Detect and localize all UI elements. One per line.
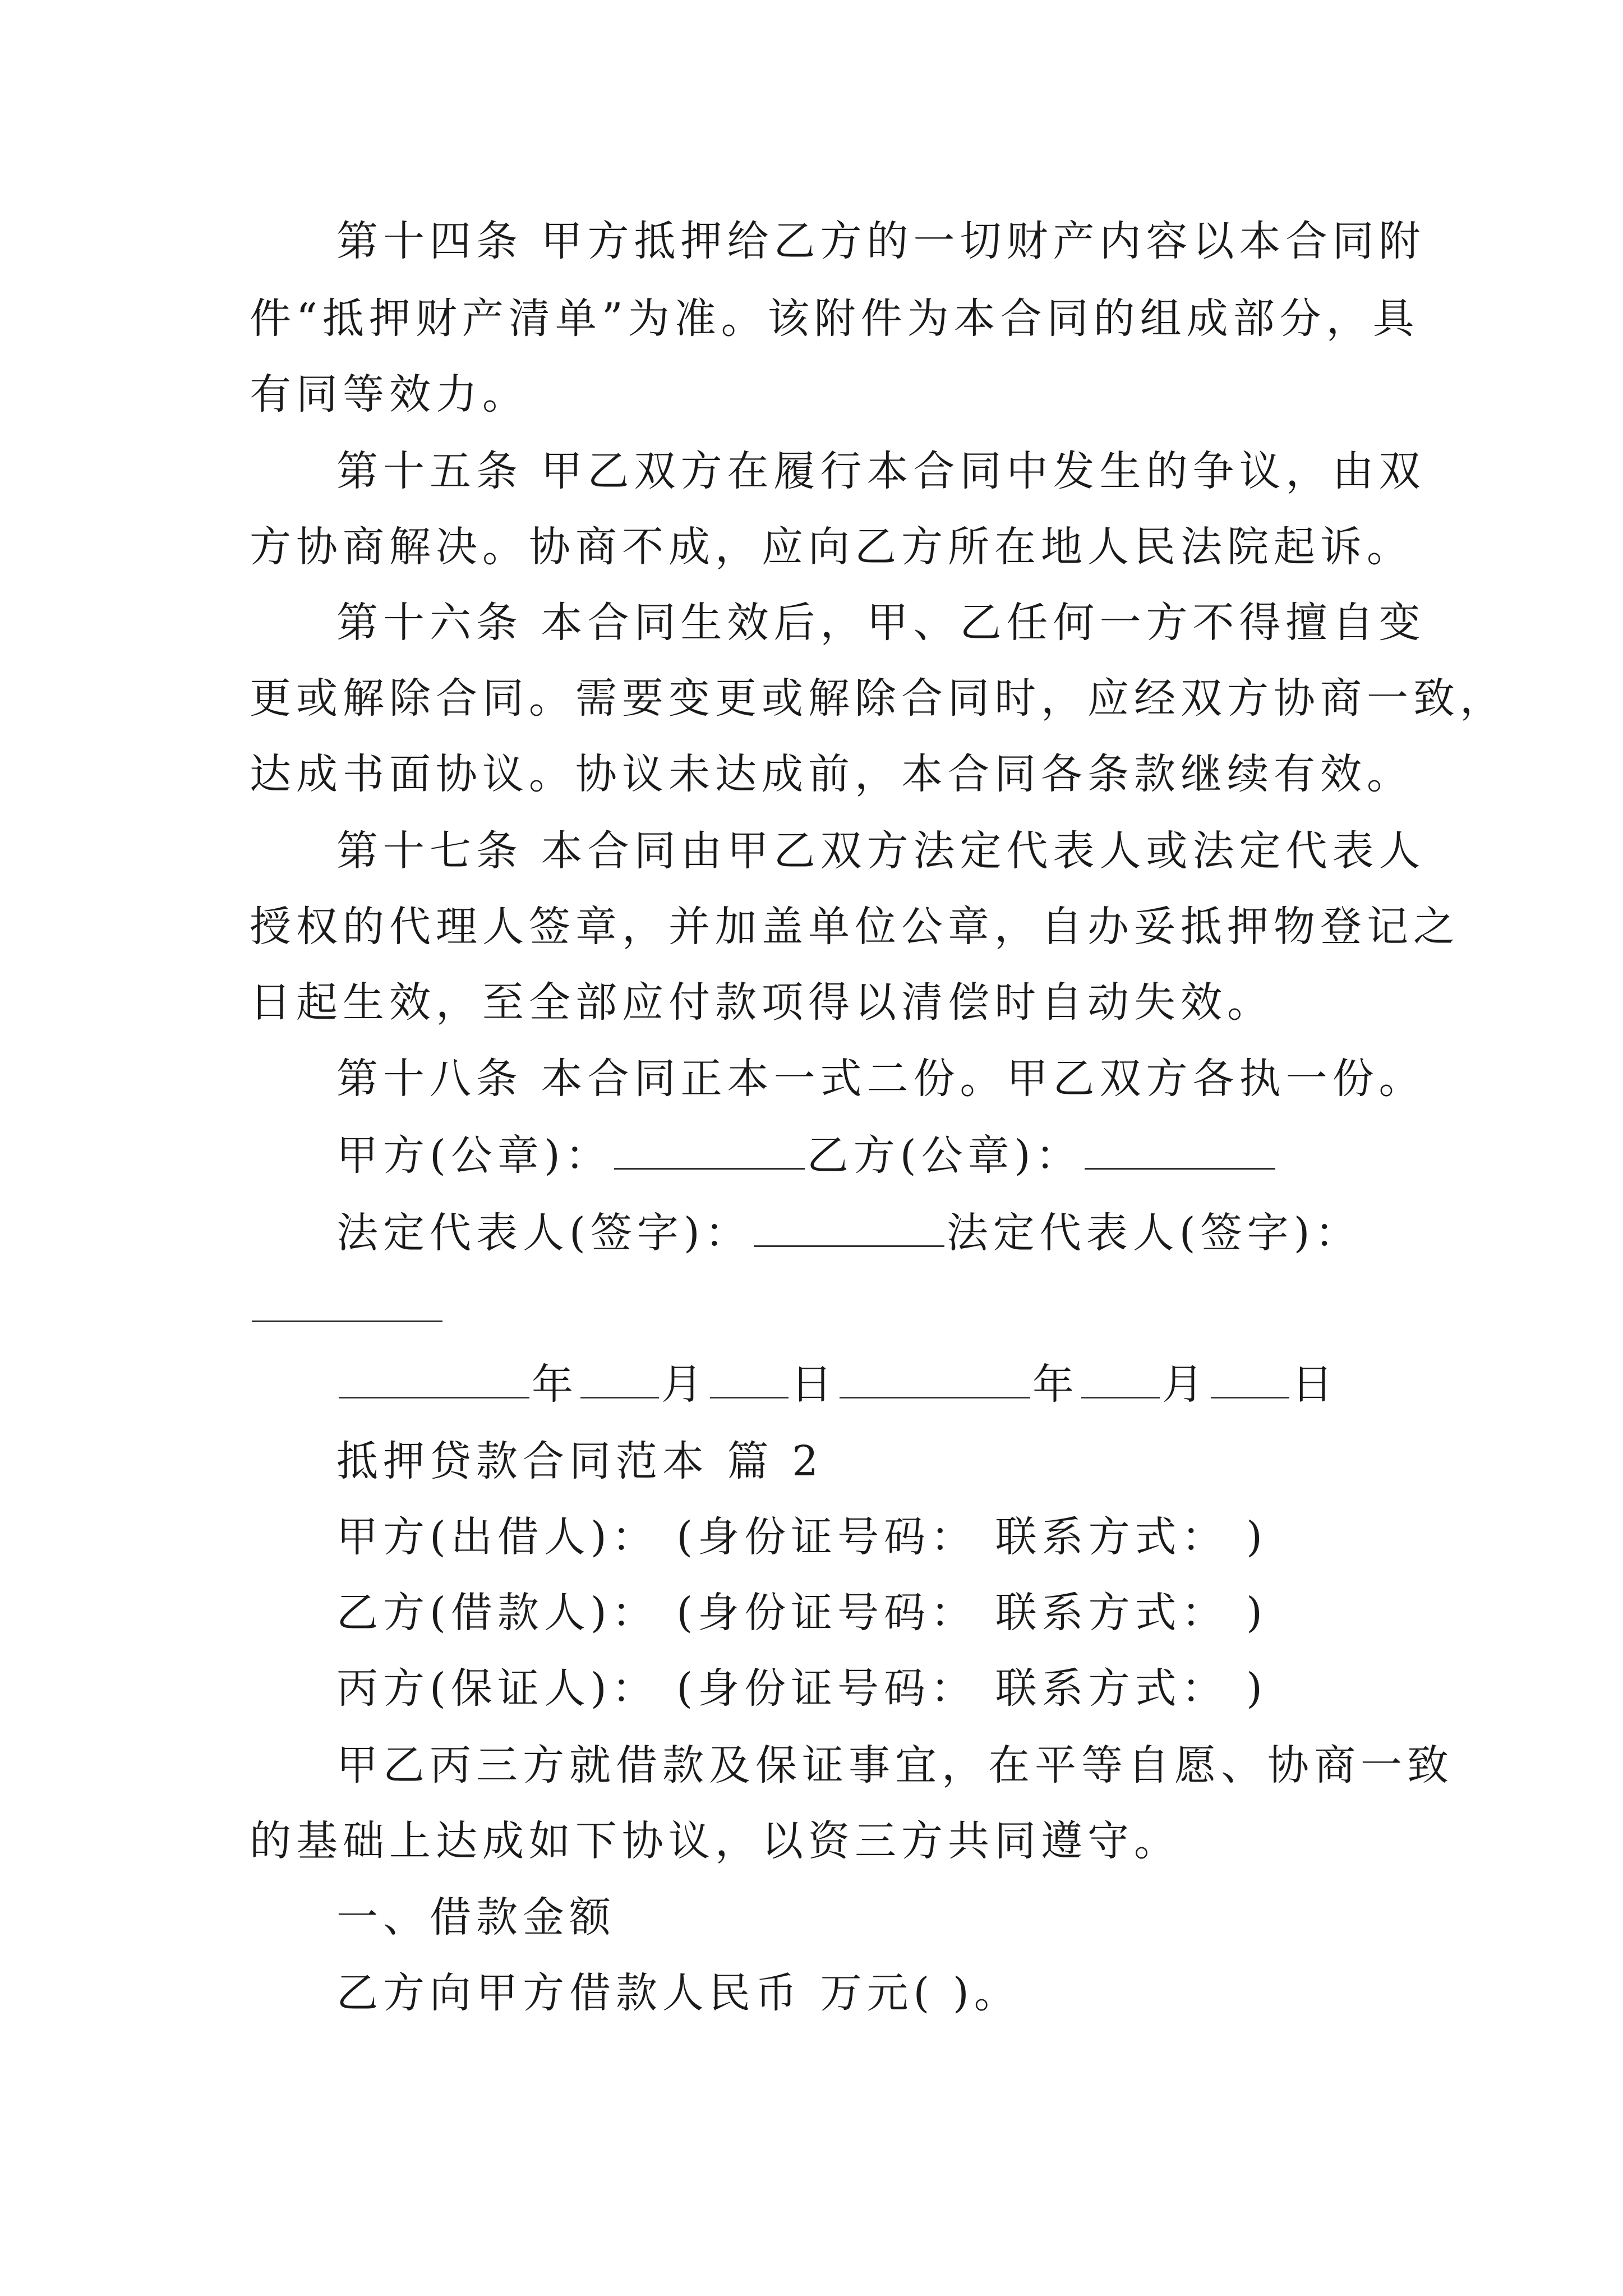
clause-14-line-2: 件“抵押财产清单”为准。该附件为本合同的组成部分，具 — [250, 295, 1419, 343]
legal-rep-b-blank — [252, 1287, 442, 1322]
date-b-month-blank — [1081, 1363, 1160, 1398]
intro-line-1: 甲乙丙三方就借款及保证事宜，在平等自愿、协商一致 — [336, 1741, 1454, 1789]
date-b-day-blank — [1211, 1363, 1289, 1398]
clause-17-line-2: 授权的代理人签章，并加盖单位公章，自办妥抵押物登记之 — [250, 903, 1460, 951]
clause-15-line-2: 方协商解决。协商不成，应向乙方所在地人民法院起诉。 — [250, 523, 1413, 571]
loan-amount-text: 乙方向甲方借款人民币 万元( )。 — [336, 1969, 1021, 2017]
date-a-year-blank — [339, 1363, 529, 1398]
clause-18-line-1: 第十八条 本合同正本一式二份。甲乙双方各执一份。 — [336, 1055, 1426, 1103]
party-a-seal-label: 甲方(公章)： — [336, 1131, 612, 1180]
clause-17-line-3: 日起生效，至全部应付款项得以清偿时自动失效。 — [250, 978, 1274, 1027]
clause-14-line-3: 有同等效力。 — [250, 370, 529, 418]
legal-rep-a-blank — [754, 1212, 944, 1247]
heading-loan-amount: 一、借款金额 — [336, 1893, 616, 1941]
date-a-month-label: 月 — [661, 1360, 708, 1409]
date-b-day-label: 日 — [1292, 1360, 1338, 1409]
legal-rep-b-blank-line — [250, 1280, 445, 1336]
intro-line-2: 的基础上达成如下协议，以资三方共同遵守。 — [250, 1817, 1181, 1865]
clause-14-line-1: 第十四条 甲方抵押给乙方的一切财产内容以本合同附 — [336, 217, 1426, 265]
date-b-year-label: 年 — [1032, 1360, 1079, 1409]
date-line — [336, 1356, 1338, 1412]
date-b-year-blank — [840, 1363, 1030, 1398]
seal-line — [336, 1128, 1278, 1184]
legal-rep-a-label: 法定代表人(签字)： — [336, 1209, 751, 1257]
legal-rep-b-label: 法定代表人(签字)： — [946, 1209, 1362, 1257]
clause-16-line-3: 达成书面协议。协议未达成前，本合同各条款继续有效。 — [250, 750, 1413, 798]
date-a-month-blank — [580, 1363, 659, 1398]
clause-16-line-1: 第十六条 本合同生效后，甲、乙任何一方不得擅自变 — [336, 599, 1426, 647]
party-a-lender: 甲方(出借人)： (身份证号码： 联系方式： ) — [336, 1513, 1268, 1561]
date-a-year-label: 年 — [532, 1360, 578, 1409]
party-a-seal-blank — [614, 1134, 805, 1170]
section-2-title: 抵押贷款合同范本 篇 2 — [336, 1437, 824, 1485]
clause-16-line-2: 更或解除合同。需要变更或解除合同时，应经双方协商一致， — [250, 674, 1506, 723]
date-a-day-label: 日 — [791, 1360, 837, 1409]
party-c-guarantor: 丙方(保证人)： (身份证号码： 联系方式： ) — [336, 1664, 1268, 1713]
date-b-month-label: 月 — [1162, 1360, 1209, 1409]
party-b-seal-blank — [1085, 1134, 1275, 1170]
legal-rep-line — [336, 1205, 1362, 1261]
party-b-borrower: 乙方(借款人)： (身份证号码： 联系方式： ) — [336, 1589, 1268, 1637]
clause-15-line-1: 第十五条 甲乙双方在履行本合同中发生的争议，由双 — [336, 447, 1426, 495]
date-a-day-blank — [710, 1363, 789, 1398]
clause-17-line-1: 第十七条 本合同由甲乙双方法定代表人或法定代表人 — [336, 827, 1426, 875]
party-b-seal-label: 乙方(公章)： — [806, 1131, 1082, 1180]
